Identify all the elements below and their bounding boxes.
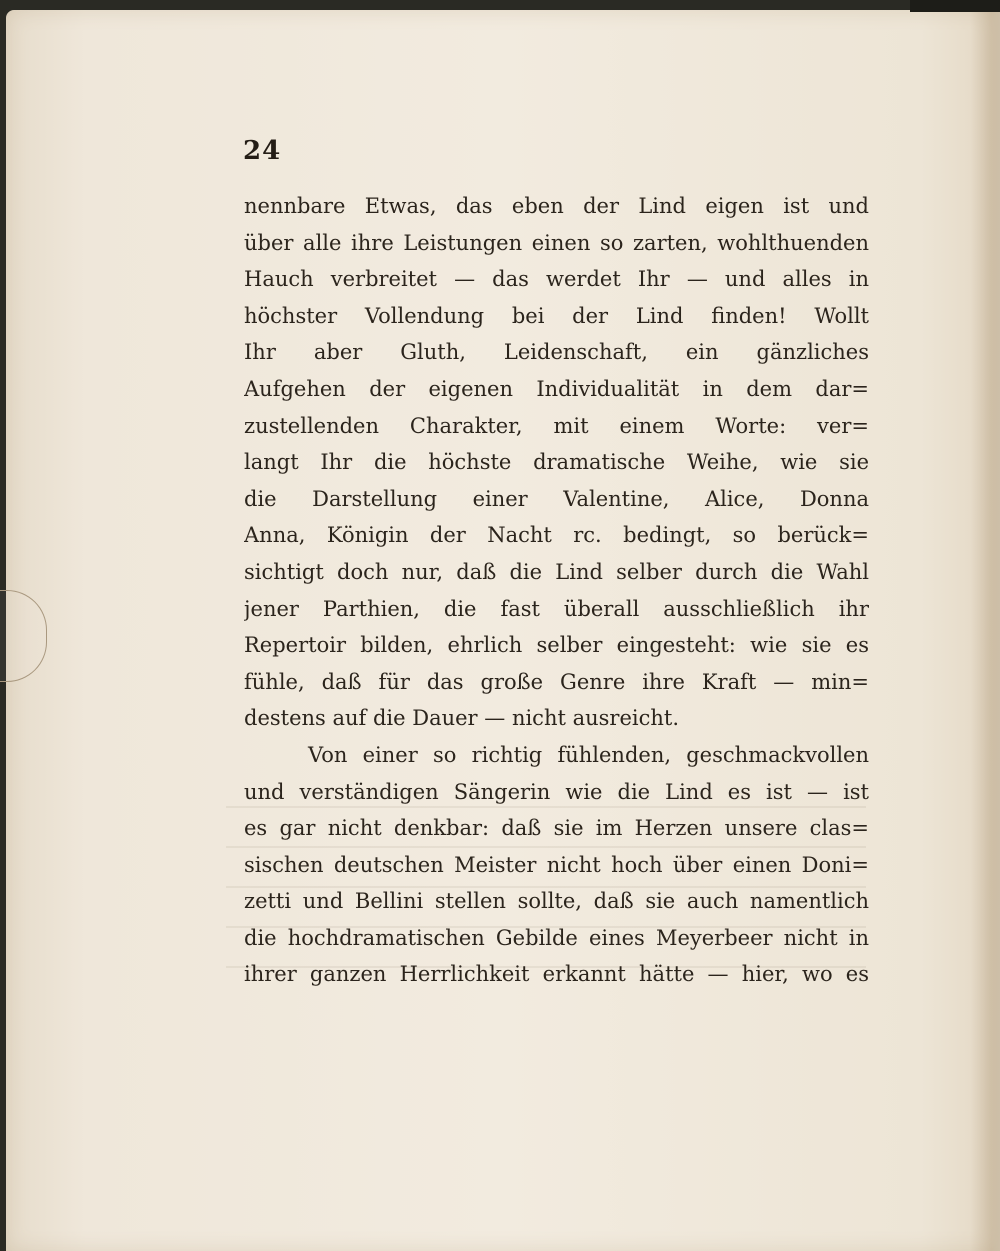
text-line: zustellenden Charakter, mit einem Worte: ver= [244,413,869,438]
text-line: Aufgehen der eigenen Individualität in dem dar= [244,376,869,401]
text-line: Anna, Königin der Nacht rc. bedingt, so berück= [244,523,869,548]
text-line: ihrer ganzen Herrlichkeit erkannt hätte — hier, wo es [244,962,869,987]
text-line: sichtigt doch nur, daß die Lind selber durch die Wahl [244,559,869,584]
text-line: höchster Vollendung bei der Lind finden! Wollt [244,303,869,328]
scanner-border [910,0,1000,12]
text-line: Repertoir bilden, ehrlich selber eingesteht: wie sie es [244,633,869,658]
text-line: die Darstellung einer Valentine, Alice, Donna [244,486,869,511]
text-line: destens auf die Dauer — nicht ausreicht. [244,706,679,731]
text-line: zetti und Bellini stellen sollte, daß sie auch namentlich [244,889,869,914]
text-line: über alle ihre Leistungen einen so zarten, wohlthuenden [244,230,869,255]
text-line: fühle, daß für das große Genre ihre Kraft — min= [244,669,869,694]
text-line: es gar nicht denkbar: daß sie im Herzen unsere clas= [244,816,869,841]
text-line: sischen deutschen Meister nicht hoch über einen Doni= [244,852,869,877]
text-line: Ihr aber Gluth, Leidenschaft, ein gänzliches [244,340,869,365]
text-line: Hauch verbreitet — das werdet Ihr — und alles in [244,267,869,292]
text-line: die hochdramatischen Gebilde eines Meyerbeer nicht in [244,925,869,950]
text-line: langt Ihr die höchste dramatische Weihe, wie sie [244,450,869,475]
text-line: und verständigen Sängerin wie die Lind es ist — ist [244,779,869,804]
body-text [244,188,869,993]
text-line: nennbare Etwas, das eben der Lind eigen ist und [244,194,869,218]
text-line: jener Parthien, die fast überall ausschließlich ihr [244,596,869,621]
page-edge-shadow [970,12,1000,1251]
page-number: 24 [243,136,282,166]
text-line: Von einer so richtig fühlenden, geschmackvollen [308,742,869,767]
